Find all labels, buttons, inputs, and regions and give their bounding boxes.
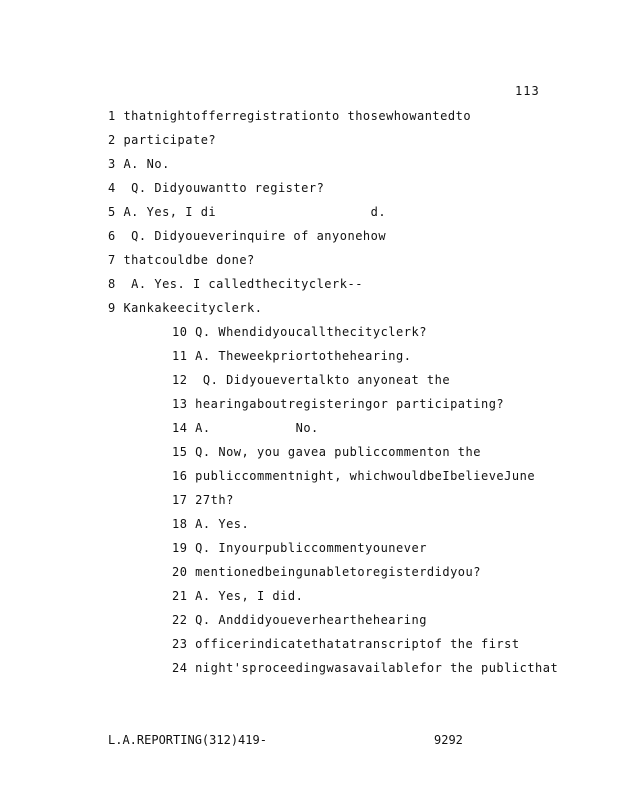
transcript-line: 3 A. No. bbox=[108, 157, 170, 171]
transcript-line: 19 Q. Inyourpubliccommentyounever bbox=[172, 541, 427, 555]
transcript-line: 12 Q. Didyouevertalkto anyoneat the bbox=[172, 373, 451, 387]
transcript-line: 8 A. Yes. I calledthecityclerk-- bbox=[108, 277, 363, 291]
transcript-line: 22 Q. Anddidyoueverhearthehearing bbox=[172, 613, 427, 627]
transcript-line: 24 night'sproceedingwasavailablefor the publicthat bbox=[172, 661, 559, 675]
transcript-line: 15 Q. Now, you gavea publiccommenton the bbox=[172, 445, 481, 459]
transcript-line: 18 A. Yes. bbox=[172, 517, 250, 531]
transcript-line: 5 A. Yes, I di d. bbox=[108, 205, 387, 219]
footer-reporter: L.A.REPORTING(312)419- bbox=[108, 733, 267, 747]
page-number: 113 bbox=[515, 84, 540, 98]
transcript-line: 11 A. Theweekpriortothehearing. bbox=[172, 349, 412, 363]
transcript-line: 14 A. No. bbox=[172, 421, 319, 435]
transcript-line: 21 A. Yes, I did. bbox=[172, 589, 304, 603]
transcript-line: 10 Q. Whendidyoucallthecityclerk? bbox=[172, 325, 427, 339]
transcript-line: 17 27th? bbox=[172, 493, 234, 507]
footer-phone-suffix: 9292 bbox=[434, 733, 463, 747]
transcript-line: 2 participate? bbox=[108, 133, 217, 147]
transcript-line: 16 publiccommentnight, whichwouldbeIbelieveJune bbox=[172, 469, 536, 483]
transcript-line: 9 Kankakeecityclerk. bbox=[108, 301, 263, 315]
transcript-line: 20 mentionedbeingunabletoregisterdidyou? bbox=[172, 565, 481, 579]
transcript-line: 7 thatcouldbe done? bbox=[108, 253, 255, 267]
transcript-line: 1 thatnightofferregistrationto thosewhowantedto bbox=[108, 109, 472, 123]
transcript-line: 6 Q. Didyoueverinquire of anyonehow bbox=[108, 229, 387, 243]
transcript-line: 13 hearingaboutregisteringor participating? bbox=[172, 397, 505, 411]
transcript-line: 23 officerindicatethatatranscriptof the first bbox=[172, 637, 520, 651]
transcript-line: 4 Q. Didyouwantto register? bbox=[108, 181, 325, 195]
